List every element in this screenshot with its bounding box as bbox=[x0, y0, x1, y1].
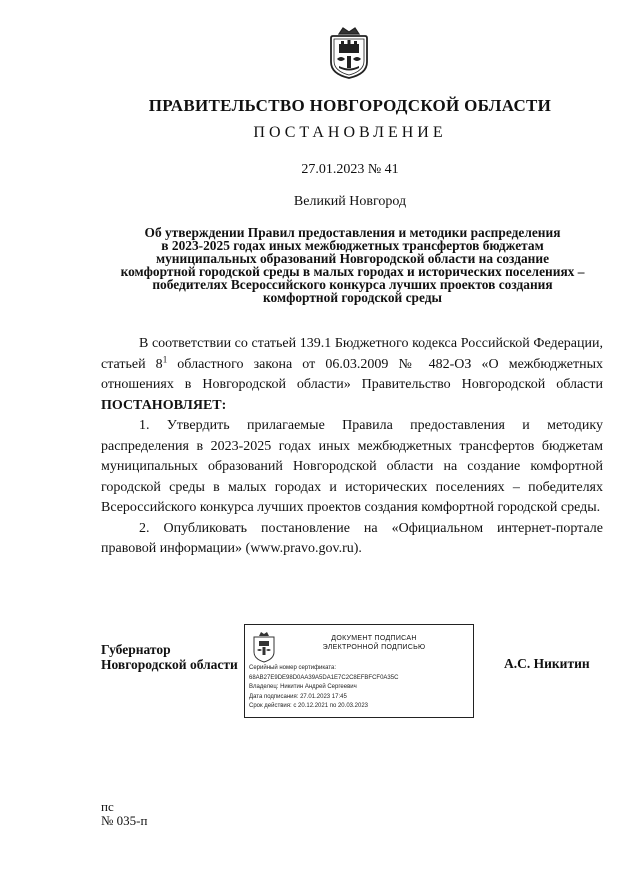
document-title bbox=[120, 226, 585, 304]
organization-name: ПРАВИТЕЛЬСТВО НОВГОРОДСКОЙ ОБЛАСТИ bbox=[148, 96, 552, 115]
coat-of-arms-emblem bbox=[327, 26, 371, 80]
stamp-heading-line: ЭЛЕКТРОННОЙ ПОДПИСЬЮ bbox=[322, 644, 426, 651]
footer-note bbox=[101, 800, 147, 828]
document-date-number: 27.01.2023 № 41 bbox=[301, 162, 399, 177]
electronic-signature-stamp bbox=[244, 624, 474, 718]
cert-validity: Срок действия: с 20.12.2021 по 20.03.2023 bbox=[249, 703, 369, 709]
signer-name: А.С. Никитин bbox=[504, 656, 590, 671]
preamble-text-continued: областного закона от 06.03.2009 № 482-ОЗ «О межбюджетных отношениях в Новгородской области» Правительство Новгородской области bbox=[101, 356, 603, 392]
document-city: Великий Новгород bbox=[293, 194, 407, 209]
stamp-heading bbox=[279, 634, 469, 652]
title-line: Об утверждении Правил предоставления и методики распределения bbox=[144, 225, 561, 240]
cert-owner: Владелец: Никитин Андрей Сергеевич bbox=[249, 684, 357, 690]
title-line: муниципальных образований Новгородской области на создание bbox=[155, 251, 550, 266]
governor-line: Губернатор bbox=[101, 642, 171, 657]
title-line: в 2023-2025 годах иных межбюджетных трансфертов бюджетам bbox=[161, 238, 544, 253]
article-superscript: 1 bbox=[162, 353, 168, 364]
cert-label: Серийный номер сертификата: bbox=[249, 665, 337, 671]
title-line: комфортной городской среды bbox=[263, 290, 442, 305]
governor-title bbox=[101, 642, 238, 672]
item-paragraph-1: 1. Утвердить прилагаемые Правила предоставления и методику распределения в 2023-2025 годах иных межбюджетных трансфертов бюджетам муниципальных образований Новгородской области на создание комфортной городской среды в малых городах и исторических поселениях – победителях Всероссийского конкурса лучших проектов создания комфортной городской среды. bbox=[101, 418, 603, 515]
title-line: комфортной городской среды в малых городах и исторических поселениях – bbox=[120, 264, 585, 279]
decree-word: ПОСТАНОВЛЯЕТ: bbox=[101, 397, 227, 413]
preamble-paragraph bbox=[101, 334, 603, 416]
governor-line: Новгородской области bbox=[101, 657, 238, 672]
signed-date: Дата подписания: 27.01.2023 17:45 bbox=[249, 693, 347, 700]
title-line: победителях Всероссийского конкурса лучших проектов создания bbox=[152, 277, 553, 292]
footer-initials: пс bbox=[101, 799, 114, 814]
stamp-details bbox=[249, 664, 398, 712]
document-type: ПОСТАНОВЛЕНИЕ bbox=[253, 124, 447, 141]
stamp-emblem-icon bbox=[251, 631, 277, 663]
cert-number: 68AB27E9DE98D0AA39A5DA1E7C2C8EFBFCF0A35C bbox=[249, 674, 399, 681]
item-paragraph-2: 2. Опубликовать постановление на «Официальном интернет-портале правовой информации» (www.pravo.gov.ru). bbox=[101, 520, 603, 556]
document-body bbox=[101, 334, 603, 560]
stamp-heading-line: ДОКУМЕНТ ПОДПИСАН bbox=[331, 635, 417, 642]
footer-doc-number: № 035-п bbox=[101, 813, 148, 828]
preamble-text: В соответствии со статьей 139.1 Бюджетного кодекса Российской Федерации, статьей 8 bbox=[101, 336, 603, 372]
